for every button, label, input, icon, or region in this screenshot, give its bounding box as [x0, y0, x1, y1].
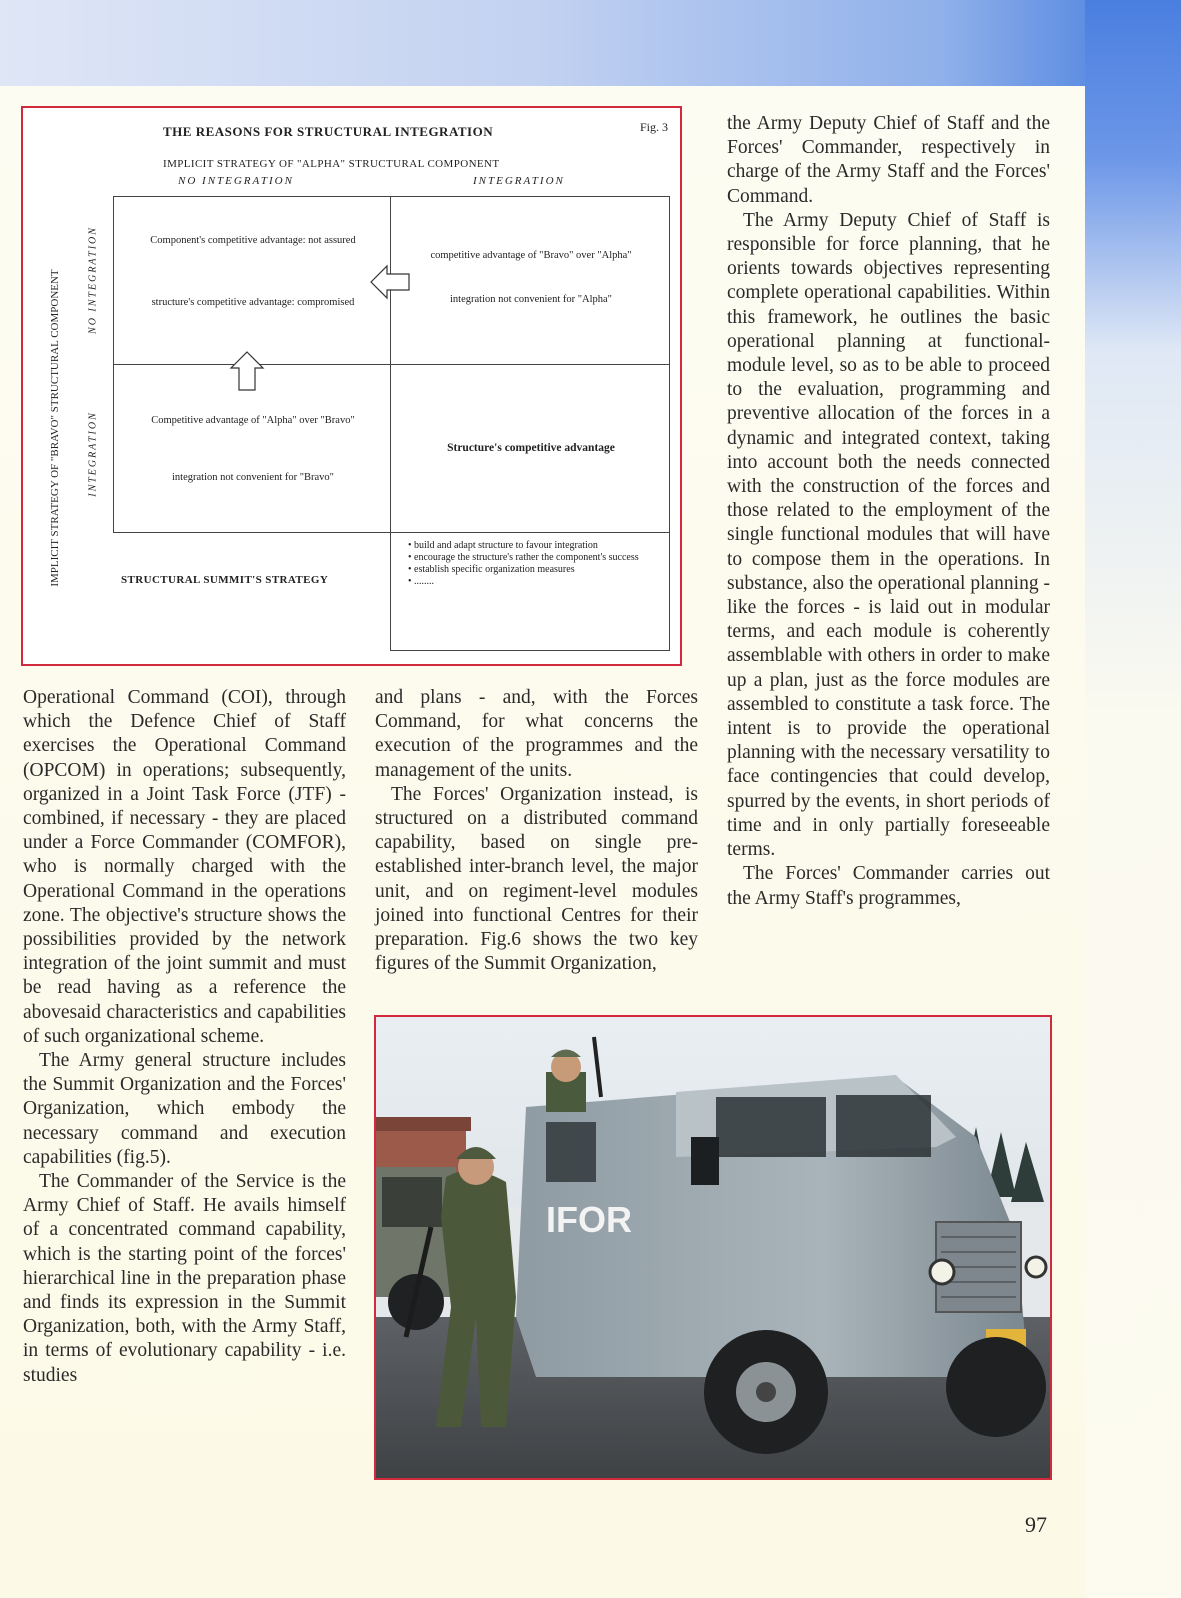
armored-vehicle-photo [374, 1015, 1052, 1480]
figure-number: Fig. 3 [639, 120, 668, 134]
cell-top-left-advantage: Component's competitive advantage: not assured [150, 235, 356, 246]
column-no-integration: NO INTEGRATION [178, 175, 294, 187]
paragraph: The Commander of the Service is the Army Chief of Staff. He avails himself of a concentrated command capability, which is the starting point of the forces' hierarchical line in the preparation phase and finds its expression in the Summit Organization, both, with the Army Staff, in terms of evolutionary capability - i.e. studies [23, 1171, 346, 1386]
figure-title: THE REASONS FOR STRUCTURAL INTEGRATION [163, 124, 494, 139]
paragraph: Operational Command (COI), through which the Defence Chief of Staff exercises the Operational Command (OPCOM) in operations; subsequently, organized in a Joint Task Force (JTF) - combined, if necessary - they are placed under a Force Commander (COMFOR), who is normally charged with the Operational Command in the operations zone. The objective's structure shows the possibilities provided by the network integration of the joint summit and must be read having as a reference the abovesaid characteristics and capabilities of such organizational scheme. [23, 687, 346, 1047]
cell-bottom-left-integration: integration not convenient for "Bravo" [172, 472, 334, 483]
summit-measures-list [408, 540, 668, 588]
text-column-left [23, 686, 346, 1388]
measure-item: • ........ [408, 576, 435, 587]
measure-item: • encourage the structure's rather the component's success [408, 552, 639, 563]
text-column-middle [375, 686, 698, 976]
figure-structural-integration [21, 106, 682, 666]
arrow-up-icon [227, 350, 267, 392]
cell-top-left-structure: structure's competitive advantage: compromised [151, 297, 355, 308]
paragraph: The Forces' Commander carries out the Army Staff's programmes, [727, 863, 1050, 909]
paragraph: The Forces' Organization instead, is structured on a distributed command capability, based on single pre-established inter-branch level, the major unit, and on regiment-level modules joined into functional Centres for their preparation. Fig.6 shows the two key figures of the Summit Organization, [375, 783, 698, 975]
paragraph: The Army Deputy Chief of Staff is responsible for force planning, that he orients towards objectives representing complete operational capabilities. Within this framework, he outlines the basic operational planning at functional-module level, so as to be able to proceed to the evaluation, programming and preventive allocation of the forces in a dynamic and integrated context, taking into account both the needs connected with the construction of the forces and those related to the employment of the single functional modules that will have to compose them in the operations. In substance, also the operational planning - like the forces - is laid out in modular terms, and each module is coherently assemblable with others in order to make up a plan, just as the force modules are assembled to constitute a task force. The intent is to provide the operational planning with the necessary versatility to face contingencies that could develop, spurred by the events, in short periods of time and in only partially foreseeable terms. [727, 209, 1050, 861]
text-column-right [727, 112, 1050, 911]
paragraph: the Army Deputy Chief of Staff and the Forces' Commander, respectively in charge of the Army Staff and the Forces' Command. [727, 113, 1050, 207]
cell-bottom-right: Structure's competitive advantage [447, 442, 615, 454]
row-integration: INTEGRATION [87, 411, 99, 497]
measure-item: • build and adapt structure to favour integration [408, 540, 598, 551]
measure-item: • establish specific organization measures [408, 564, 575, 575]
bravo-strategy-axis-label: IMPLICIT STRATEGY OF "BRAVO" STRUCTURAL COMPONENT [49, 269, 61, 587]
arrow-left-icon [369, 262, 411, 302]
cell-top-right-advantage: competitive advantage of "Bravo" over "Alpha" [430, 250, 632, 261]
side-band [1085, 0, 1181, 1598]
vehicle-marking: IFOR [546, 1199, 632, 1240]
paragraph: The Army general structure includes the Summit Organization and the Forces' Organization, which embody the necessary command and execution capabilities (fig.5). [23, 1050, 346, 1168]
column-integration: INTEGRATION [473, 175, 565, 187]
row-no-integration: NO INTEGRATION [87, 226, 99, 334]
cell-top-right-integration: integration not convenient for "Alpha" [450, 294, 612, 305]
paragraph: and plans - and, with the Forces Command, for what concerns the execution of the programmes and the management of the units. [375, 687, 698, 781]
vehicle-soldier-illustration [376, 1017, 1050, 1478]
page-number: 97 [1025, 1512, 1047, 1537]
summit-strategy-label: STRUCTURAL SUMMIT'S STRATEGY [121, 574, 329, 586]
header-band [0, 0, 1181, 86]
cell-bottom-left-advantage: Competitive advantage of "Alpha" over "Bravo" [151, 415, 355, 426]
alpha-strategy-axis: IMPLICIT STRATEGY OF "ALPHA" STRUCTURAL COMPONENT [163, 158, 500, 170]
